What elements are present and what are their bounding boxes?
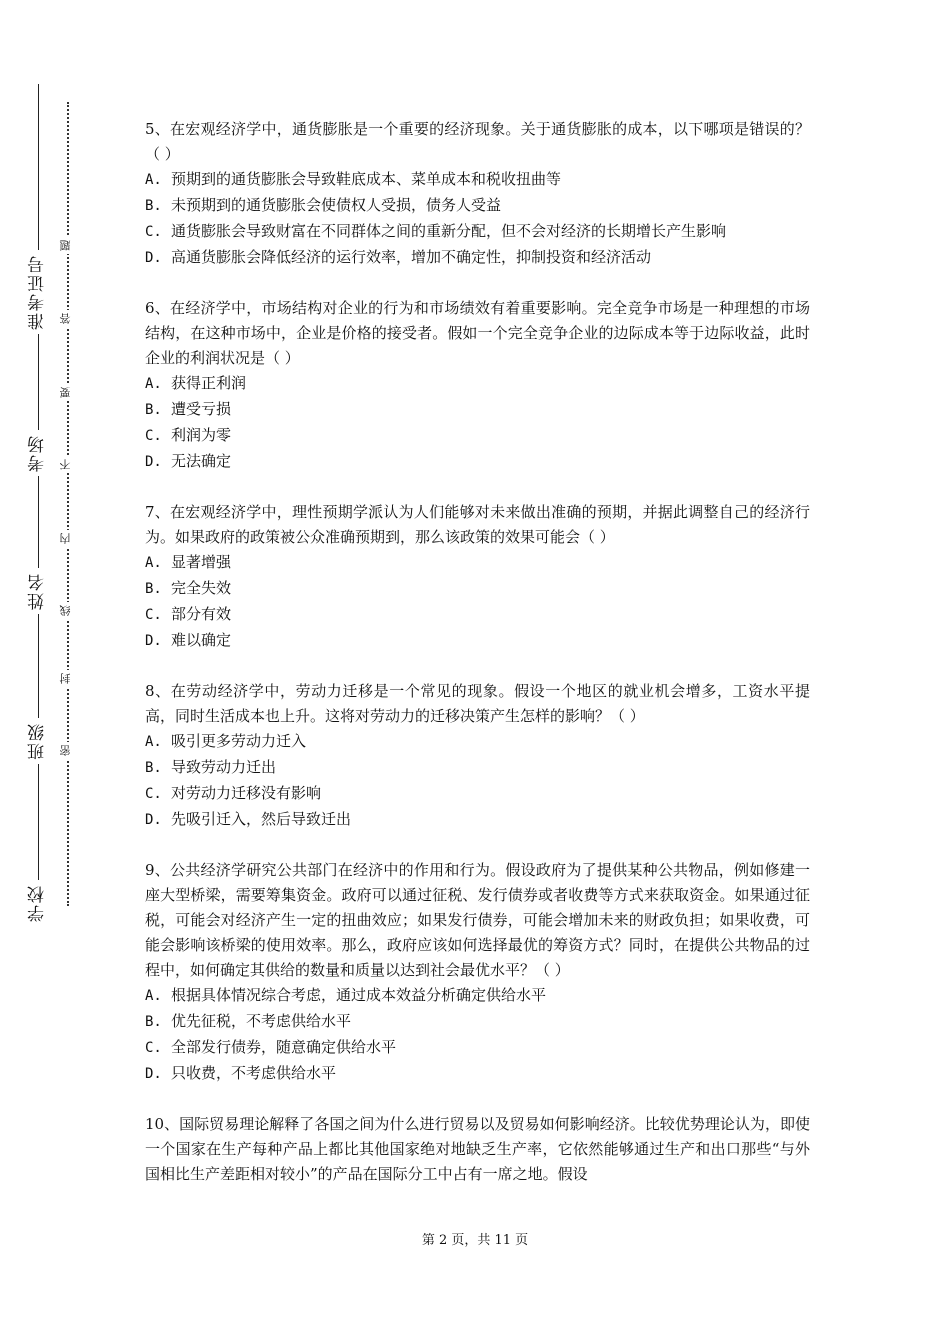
question-stem: 6、在经济学中，市场结构对企业的行为和市场绩效有着重要影响。完全竞争市场是一种理想的市场结构，在这种市场中，企业是价格的接受者。假如一个完全竞争企业的边际成本等于边际收益，此时企业的利润状况是（ ） [145,299,810,367]
option-b[interactable]: B. 未预期到的通货膨胀会使债权人受损，债务人受益 [145,196,502,214]
question-list [145,117,810,1212]
page-number: 第 2 页，共 11 页 [421,1233,529,1248]
seal-char: 线 [59,602,77,619]
option-d[interactable]: D. 只收费，不考虑供给水平 [145,1064,337,1082]
seal-char: 答 [59,310,77,327]
option-c[interactable]: C. 对劳动力迁移没有影响 [145,784,322,802]
question-stem: 10、国际贸易理论解释了各国之间为什么进行贸易以及贸易如何影响经济。比较优势理论认为，即使一个国家在生产每种产品上都比其他国家绝对地缺乏生产率，它依然能够通过生产和出口那些“与外国相比生产差距相对较小”的产品在国际分工中占有一席之地。假设 [145,1115,810,1183]
option-c[interactable]: C. 利润为零 [145,426,232,444]
option-c[interactable]: C. 通货膨胀会导致财富在不同群体之间的重新分配，但不会对经济的长期增长产生影响 [145,222,727,240]
seal-char: 内 [59,530,77,547]
question-9 [145,858,810,1087]
question-stem: 8、在劳动经济学中，劳动力迁移是一个常见的现象。假设一个地区的就业机会增多，工资水平提高，同时生活成本也上升。这将对劳动力的迁移决策产生怎样的影响？（ ） [145,682,810,725]
exam-number-label: 准考证号 [20,250,56,334]
option-d[interactable]: D. 无法确定 [145,452,232,470]
option-b[interactable]: B. 导致劳动力迁出 [145,758,277,776]
question-stem: 7、在宏观经济学中，理性预期学派认为人们能够对未来做出准确的预期，并据此调整自己的经济行为。如果政府的政策被公众准确预期到，那么该政策的效果可能会（ ） [145,503,810,546]
option-d[interactable]: D. 先吸引迁入，然后导致迁出 [145,810,352,828]
exam-room-label: 考场 [20,430,56,476]
binding-line [38,84,39,924]
class-label: 班级 [20,718,56,764]
question-5 [145,117,810,271]
seal-char: 封 [59,670,77,687]
option-c[interactable]: C. 全部发行债券，随意确定供给水平 [145,1038,397,1056]
seal-char: 密 [59,742,77,759]
seal-char: 题 [59,237,77,254]
question-8 [145,679,810,833]
question-6 [145,296,810,475]
question-stem: 9、公共经济学研究公共部门在经济中的作用和行为。假设政府为了提供某种公共物品，例如修建一座大型桥梁，需要筹集资金。政府可以通过征税、发行债券或者收费等方式来获取资金。如果通过征税，可能会对经济产生一定的扭曲效应；如果发行债券，可能会增加未来的财政负担；如果收费，可能会影响该桥梁的使用效率。那么，政府应该如何选择最优的筹资方式？同时，在提供公共物品的过程中，如何确定其供给的数量和质量以达到社会最优水平？（ ） [145,861,810,979]
binding-margin [0,0,120,1344]
option-a[interactable]: A. 显著增强 [145,553,232,571]
option-d[interactable]: D. 高通货膨胀会降低经济的运行效率，增加不确定性，抑制投资和经济活动 [145,248,652,266]
option-a[interactable]: A. 吸引更多劳动力迁入 [145,732,307,750]
name-label: 姓名 [20,568,56,614]
school-label: 学校 [20,880,56,926]
option-a[interactable]: A. 预期到的通货膨胀会导致鞋底成本、菜单成本和税收扭曲等 [145,170,562,188]
option-c[interactable]: C. 部分有效 [145,605,232,623]
seal-dotted-line [67,102,69,906]
option-b[interactable]: B. 完全失效 [145,579,232,597]
question-7 [145,500,810,654]
option-a[interactable]: A. 获得正利润 [145,374,247,392]
seal-char: 要 [59,384,77,401]
question-stem: 5、在宏观经济学中，通货膨胀是一个重要的经济现象。关于通货膨胀的成本，以下哪项是错误的？（ ） [145,120,810,163]
seal-char: 不 [59,456,77,473]
option-d[interactable]: D. 难以确定 [145,631,232,649]
option-b[interactable]: B. 优先征税，不考虑供给水平 [145,1012,352,1030]
option-a[interactable]: A. 根据具体情况综合考虑，通过成本效益分析确定供给水平 [145,986,547,1004]
option-b[interactable]: B. 遭受亏损 [145,400,232,418]
question-10 [145,1112,810,1187]
